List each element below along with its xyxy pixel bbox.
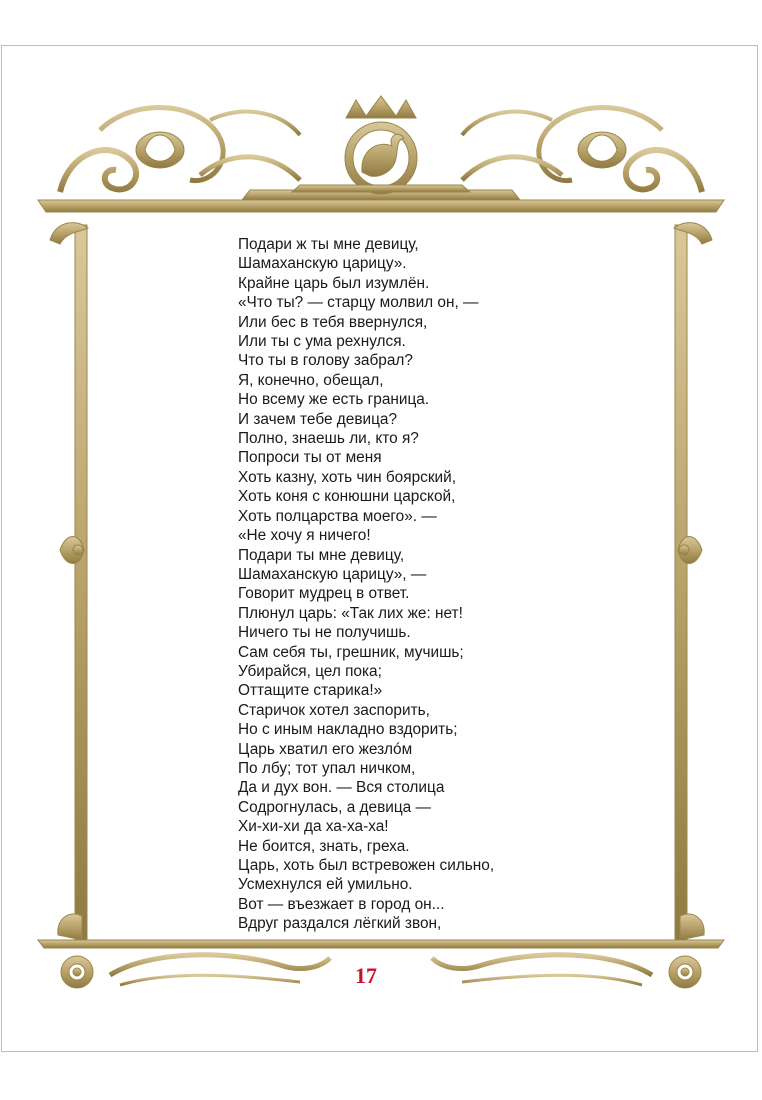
poem-line: Старичок хотел заспорить, bbox=[238, 701, 430, 719]
poem-line: Убирайся, цел пока; bbox=[238, 662, 382, 680]
poem-line: Что ты в голову забрал? bbox=[238, 352, 413, 370]
poem-line: Я, конечно, обещал, bbox=[238, 371, 384, 389]
poem-line: Но всему же есть граница. bbox=[238, 391, 430, 409]
poem-line: Попроси ты от меня bbox=[238, 449, 382, 467]
poem-line: Подари ж ты мне девицу, bbox=[238, 236, 419, 253]
poem-line: Царь хватил его жезлóм bbox=[238, 740, 413, 758]
poem-line: Или бес в тебя ввернулся, bbox=[238, 313, 428, 331]
poem-line: Ничего ты не получишь. bbox=[238, 624, 411, 642]
poem-line: Вдруг раздался лёгкий звон, bbox=[238, 915, 442, 933]
page-number: 17 bbox=[355, 963, 377, 988]
poem-line: «Не хочу я ничего! bbox=[238, 527, 371, 545]
cockerel-crest-icon bbox=[292, 96, 470, 194]
poem-line: Царь, хоть был встревожен сильно, bbox=[238, 857, 495, 874]
poem-line: Хи-хи-хи да ха-ха-ха! bbox=[238, 818, 389, 836]
poem-line: Но с иным накладно вздорить; bbox=[238, 721, 458, 739]
poem-line: Оттащите старика!» bbox=[238, 682, 383, 700]
poem-line: Подари ты мне девицу, bbox=[238, 546, 405, 564]
poem-line: И зачем тебе девица? bbox=[238, 410, 398, 428]
poem-line: «Что ты? — старцу молвил он, — bbox=[238, 294, 479, 312]
poem-line: По лбу; тот упал ничком, bbox=[238, 759, 416, 777]
poem-line: Хоть полцарства моего». — bbox=[238, 507, 437, 525]
left-frame-rail bbox=[50, 223, 88, 940]
poem-line: Полно, знаешь ли, кто я? bbox=[238, 430, 419, 448]
poem-line: Хоть коня с конюшни царской, bbox=[238, 488, 456, 506]
poem-line: Содрогнулась, а девица — bbox=[238, 798, 431, 816]
poem-line: Или ты с ума рехнулся. bbox=[238, 333, 406, 351]
poem-line: Усмехнулся ей умильно. bbox=[238, 876, 413, 894]
poem-line: Плюнул царь: «Так лих же: нет! bbox=[238, 604, 463, 622]
right-frame-rail bbox=[674, 223, 712, 940]
poem-line: Шамаханскую царицу», — bbox=[238, 565, 427, 583]
poem-line: Сам себя ты, грешник, мучишь; bbox=[238, 643, 464, 661]
poem-line: Крайне царь был изумлён. bbox=[238, 274, 430, 292]
poem-line: Вот — въезжает в город он... bbox=[238, 895, 445, 913]
poem-line: Не боится, знать, греха. bbox=[238, 837, 410, 855]
poem-line: Говорит мудрец в ответ. bbox=[238, 585, 410, 603]
poem-text bbox=[238, 235, 568, 934]
poem-line: Да и дух вон. — Вся столица bbox=[238, 779, 445, 797]
poem-line: Шамаханскую царицу». bbox=[238, 255, 407, 273]
poem-line: Хоть казну, хоть чин боярский, bbox=[238, 468, 457, 486]
